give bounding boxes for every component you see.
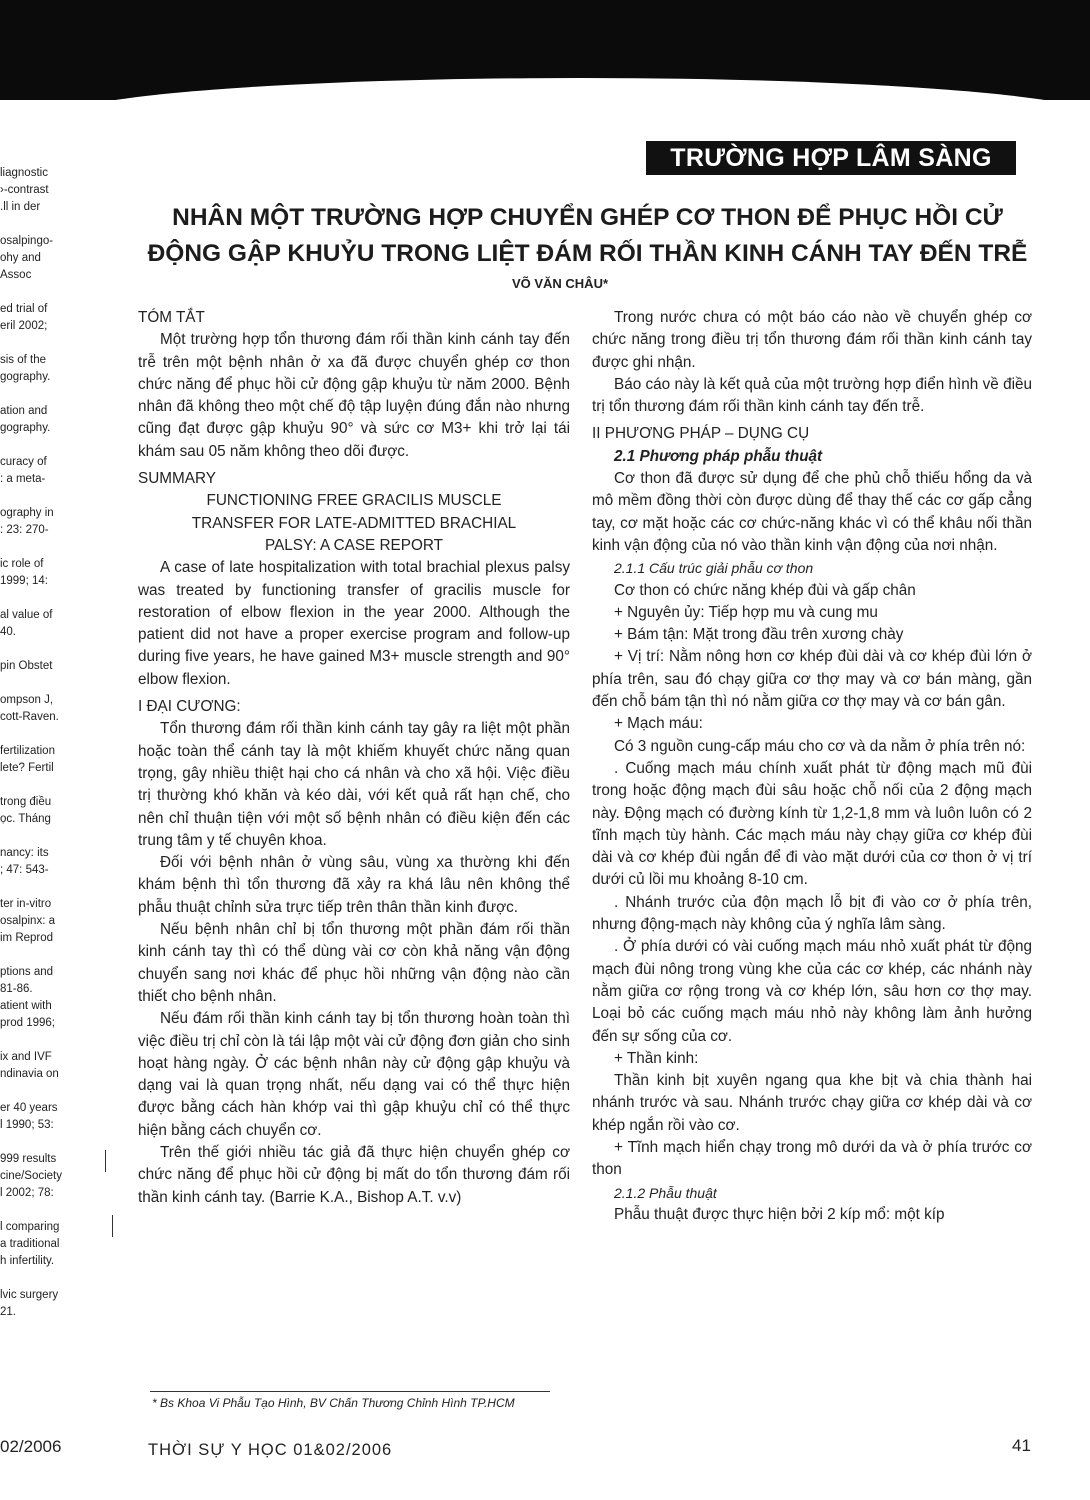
title-line-2: ĐỘNG GẬP KHUỶU TRONG LIỆT ĐÁM RỐI THẦN KINH CÁNH TAY ĐẾN TRỄ: [147, 240, 1028, 267]
fragment-group: [0, 165, 62, 216]
list-item: + Vị trí: Nằm nông hơn cơ khép đùi dài và cơ khép đùi lớn ở phía trên, sau đó chạy giữa cơ thợ may và cơ bán màng, gần đến chỗ bám tận thì nó nằm giữa cơ thợ may và cơ bán gân.: [592, 648, 1032, 711]
fragment-line: : a meta-: [0, 473, 46, 485]
fragment-line: ›-contrast: [0, 184, 49, 196]
fragment-group: [0, 1049, 62, 1083]
fragment-group: [0, 403, 62, 437]
fragment-group: [0, 692, 62, 726]
list-item: + Bám tận: Mặt trong đầu trên xương chày: [614, 626, 904, 644]
fragment-line: gography.: [0, 371, 51, 383]
paragraph: Phẫu thuật được thực hiện bởi 2 kíp mổ: một kíp: [614, 1205, 945, 1223]
fragment-group: [0, 794, 62, 828]
heading-dai-cuong: I ĐẠI CƯƠNG:: [138, 698, 241, 716]
section-banner: TRƯỜNG HỢP LÂM SÀNG: [646, 141, 1016, 175]
fragment-line: ptions and: [0, 966, 54, 978]
fragment-group: [0, 743, 62, 777]
fragment-line: 40.: [0, 626, 16, 638]
fragment-group: [0, 352, 62, 386]
list-item: + Mạch máu:: [614, 715, 703, 733]
article-title: [115, 200, 1060, 272]
paragraph: Trong nước chưa có một báo cáo nào về chuyển ghép cơ chức năng trong điều trị tổn thương đám rối thần kinh cánh tay được ghi nhận.: [592, 309, 1032, 371]
fragment-line: osalpinx: a: [0, 915, 55, 927]
fragment-group: [0, 556, 62, 590]
fragment-group: [0, 233, 62, 284]
paragraph: Trên thế giới nhiều tác giả đã thực hiện chuyển ghép cơ chức năng để phục hồi cử động bị mất do tổn thương đám rối thần kinh cánh tay. (Barrie K.A., Bishop A.T. v.v): [138, 1143, 570, 1206]
fragment-line: ndinavia on: [0, 1068, 59, 1080]
title-line-1: NHÂN MỘT TRƯỜNG HỢP CHUYỂN GHÉP CƠ THON ĐỂ PHỤC HỒI CỬ: [172, 204, 1003, 231]
subheading-2-1: 2.1 Phương pháp phẫu thuật: [614, 447, 823, 465]
fragment-line: ation and: [0, 405, 48, 417]
fragment-line: 81-86.: [0, 983, 33, 995]
fragment-line: pin Obstet: [0, 660, 53, 672]
fragment-group: [0, 1219, 62, 1270]
fragment-line: im Reprod: [0, 932, 54, 944]
subheading-2-1-2: 2.1.2 Phẫu thuật: [614, 1184, 717, 1201]
abstract-en: A case of late hospitalization with total brachial plexus palsy was treated by functioning transfer of gracilis muscle for restoration of elbow flexion in the year 2000. Although the patient did not have a proper exercise program and follow-up during five years, he have gained M3+ muscle strength and 90° elbow flexion.: [138, 559, 570, 688]
fragment-line: al value of: [0, 609, 53, 621]
paragraph: Tổn thương đám rối thần kinh cánh tay gây ra liệt một phần hoặc toàn thể cánh tay là một khiếm khuyết chức năng quan trọng, gây nhiều thiệt hại cho cá nhân và cho xã hội. Việc điều trị thường khó khăn và kéo dài, với kết quả rất hạn chế, cho nên chỉ thuận tiện với một số bệnh nhân có điều kiện đến các trung tâm y tế chuyên khoa.: [138, 720, 570, 849]
fragment-line: ix and IVF: [0, 1051, 52, 1063]
fragment-line: fertilization: [0, 745, 55, 757]
paragraph: Đối với bệnh nhân ở vùng sâu, vùng xa thường khi đến khám bệnh thì tổn thương đã xảy ra khá lâu nên không thể phẫu thuật chỉnh sửa trực tiếp trên thân thần kinh được.: [138, 854, 570, 916]
fragment-line: curacy of: [0, 456, 47, 468]
fragment-line: osalpingo-: [0, 235, 54, 247]
paragraph: . Ở phía dưới có vài cuống mạch máu nhỏ xuất phát từ động mạch đùi nông trong vùng khe của các cơ khép, các nhánh này nằm giữa cơ rộng trong và cơ khép lớn, sâu hơn cơ thợ may. Loại bỏ các cuống mạch máu nhỏ này không làm ảnh hưởng đến sự sống của cơ.: [592, 938, 1032, 1045]
scan-mark: [112, 1215, 113, 1237]
fragment-line: 21.: [0, 1306, 16, 1318]
paragraph: Thần kinh bịt xuyên ngang qua khe bịt và chia thành hai nhánh trước và sau. Nhánh trước chạy giữa cơ khép dài và cơ khép ngắn rồi vào cơ.: [592, 1072, 1032, 1134]
fragment-group: [0, 505, 62, 539]
fragment-line: lete? Fertil: [0, 762, 54, 774]
fragment-line: ography in: [0, 507, 54, 519]
list-item: + Thần kinh:: [614, 1049, 699, 1067]
fragment-line: : 23: 270-: [0, 524, 49, 536]
fragment-line: cine/Society: [0, 1170, 62, 1182]
fragment-group: [0, 1287, 62, 1321]
scan-mark: [105, 1150, 106, 1172]
author: VÕ VĂN CHÂU*: [511, 276, 609, 291]
fragment-line: ed trial of: [0, 303, 48, 315]
fragment-group: [0, 1151, 62, 1202]
fragment-line: gography.: [0, 422, 51, 434]
fragment-line: l 1990; 53:: [0, 1119, 54, 1131]
fragment-line: ; 47: 543-: [0, 864, 49, 876]
fragment-line: prod 1996;: [0, 1017, 55, 1029]
fragment-line: ọc. Tháng: [0, 813, 51, 825]
fragment-line: h infertility.: [0, 1255, 55, 1267]
paragraph: Cơ thon đã được sử dụng để che phủ chỗ thiếu hổng da và mô mềm đồng thời còn được dùng để thay thế các cơ gấp cẳng tay, cơ mặt hoặc các cơ chức-năng khác vì có thể khâu nối thần kinh vận động của nó vào thần kinh vận động của nơi nhận.: [592, 470, 1032, 554]
fragment-line: Assoc: [0, 269, 32, 281]
fragment-line: liagnostic: [0, 167, 48, 179]
heading-tomtat: TÓM TẮT: [138, 309, 205, 326]
fragment-group: [0, 607, 62, 641]
english-title-line: TRANSFER FOR LATE-ADMITTED BRACHIAL: [191, 514, 517, 532]
fragment-line: nancy: its: [0, 847, 49, 859]
left-column: [138, 307, 570, 1209]
fragment-line: ic role of: [0, 558, 44, 570]
fragment-line: cott-Raven.: [0, 711, 59, 723]
english-title-line: PALSY: A CASE REPORT: [265, 536, 443, 554]
fragment-group: [0, 301, 62, 335]
fragment-line: sis of the: [0, 354, 47, 366]
paragraph: Có 3 nguồn cung-cấp máu cho cơ và da nằm ở phía trên nó:: [614, 737, 1026, 755]
fragment-group: [0, 658, 62, 675]
list-item: + Tĩnh mạch hiển chạy trong mô dưới da và ở phía trước cơ thon: [592, 1138, 1032, 1179]
fragment-line: ohy and: [0, 252, 41, 264]
fragment-group: [0, 896, 62, 947]
fragment-line: ompson J,: [0, 694, 54, 706]
english-title-line: FUNCTIONING FREE GRACILIS MUSCLE: [206, 492, 502, 510]
right-column: [592, 307, 1032, 1226]
page-number: 41: [1012, 1436, 1031, 1455]
fragment-line: er 40 years: [0, 1102, 58, 1114]
journal-footer: THỜI SỰ Y HỌC 01&02/2006: [148, 1441, 393, 1459]
paragraph: Nếu bệnh nhân chỉ bị tổn thương một phần đám rối thần kinh cánh tay thì có thể dùng vài cơ còn khả năng vận động chuyển sang nơi khác để phục hồi những vận động nào cần thiết cho bệnh nhân.: [138, 921, 570, 1005]
subheading-2-1-1: 2.1.1 Cấu trúc giải phẫu cơ thon: [614, 560, 814, 577]
fragment-group: [0, 454, 62, 488]
fragment-line: 999 results: [0, 1153, 57, 1165]
list-item: + Nguyên ủy: Tiếp hợp mu và cung mu: [614, 603, 878, 621]
previous-page-footer: 02/2006: [0, 1437, 62, 1456]
fragment-line: atient with: [0, 1000, 52, 1012]
paragraph: . Nhánh trước của độn mạch lỗ bịt đi vào cơ ở phía trên, nhưng động-mạch này không của ý nghĩa lâm sàng.: [592, 893, 1032, 934]
fragment-line: a traditional: [0, 1238, 60, 1250]
fragment-group: [0, 845, 62, 879]
fragment-line: .ll in der: [0, 201, 41, 213]
fragment-line: l comparing: [0, 1221, 60, 1233]
heading-summary: SUMMARY: [138, 470, 216, 488]
fragment-group: [0, 1100, 62, 1134]
paragraph: Cơ thon có chức năng khép đùi và gấp chân: [614, 581, 916, 599]
previous-page-fragment: [0, 165, 62, 1338]
footnote-rule: [150, 1391, 550, 1392]
fragment-group: [0, 964, 62, 1032]
fragment-line: ter in-vitro: [0, 898, 52, 910]
fragment-line: lvic surgery: [0, 1289, 59, 1301]
paragraph: Báo cáo này là kết quả của một trường hợp điển hình về điều trị tổn thương đám rối thần kinh cánh tay đến trễ.: [592, 375, 1032, 416]
abstract-vi: Một trường hợp tổn thương đám rối thần kinh cánh tay đến trễ trên một bệnh nhân ở xa đã được chuyển ghép cơ thon chức năng để phục hồi cử động gập khuỷu từ năm 2000. Bệnh nhân đã không theo một chế độ tập luyện đúng đắn nào nhưng cũng đạt được gập khuỷu 90° và sức cơ M3+ khi trở lại tái khám sau 05 năm không theo dõi được.: [138, 331, 570, 460]
fragment-line: eril 2002;: [0, 320, 48, 332]
fragment-line: 1999; 14:: [0, 575, 48, 587]
fragment-line: l 2002; 78:: [0, 1187, 54, 1199]
fragment-line: trong điều: [0, 796, 52, 808]
paragraph: Nếu đám rối thần kinh cánh tay bị tổn thương hoàn toàn thì việc điều trị chỉ còn là tái lập một vài cử động đơn giản cho sinh hoạt hàng ngày. Ở các bệnh nhân này cử động gập khuỷu và dạng vai là quan trọng nhất, nếu dạng vai có thể thực hiện được bằng cách hàn khớp vai thì gập khuỷu chỉ có thể thực hiện bằng cách chuyển cơ.: [138, 1010, 570, 1139]
paragraph: . Cuống mạch máu chính xuất phát từ động mạch mũ đùi trong hoặc động mạch đùi sâu hoặc chỗ nối của 2 động mạch này. Động mạch có đường kính từ 1,2-1,8 mm và luôn luôn có 2 tĩnh mạch tùy hành. Các mạch máu này chạy giữa cơ khép đùi dài và cơ khép đùi ngắn để đi vào mặt dưới của cơ thon ở vị trí dưới củ lồi mu khoảng 8-10 cm.: [592, 759, 1032, 889]
footnote: * Bs Khoa Vi Phẫu Tạo Hình, BV Chấn Thương Chỉnh Hình TP.HCM: [152, 1396, 515, 1410]
heading-phuong-phap: II PHƯƠNG PHÁP – DỤNG CỤ: [592, 425, 810, 443]
